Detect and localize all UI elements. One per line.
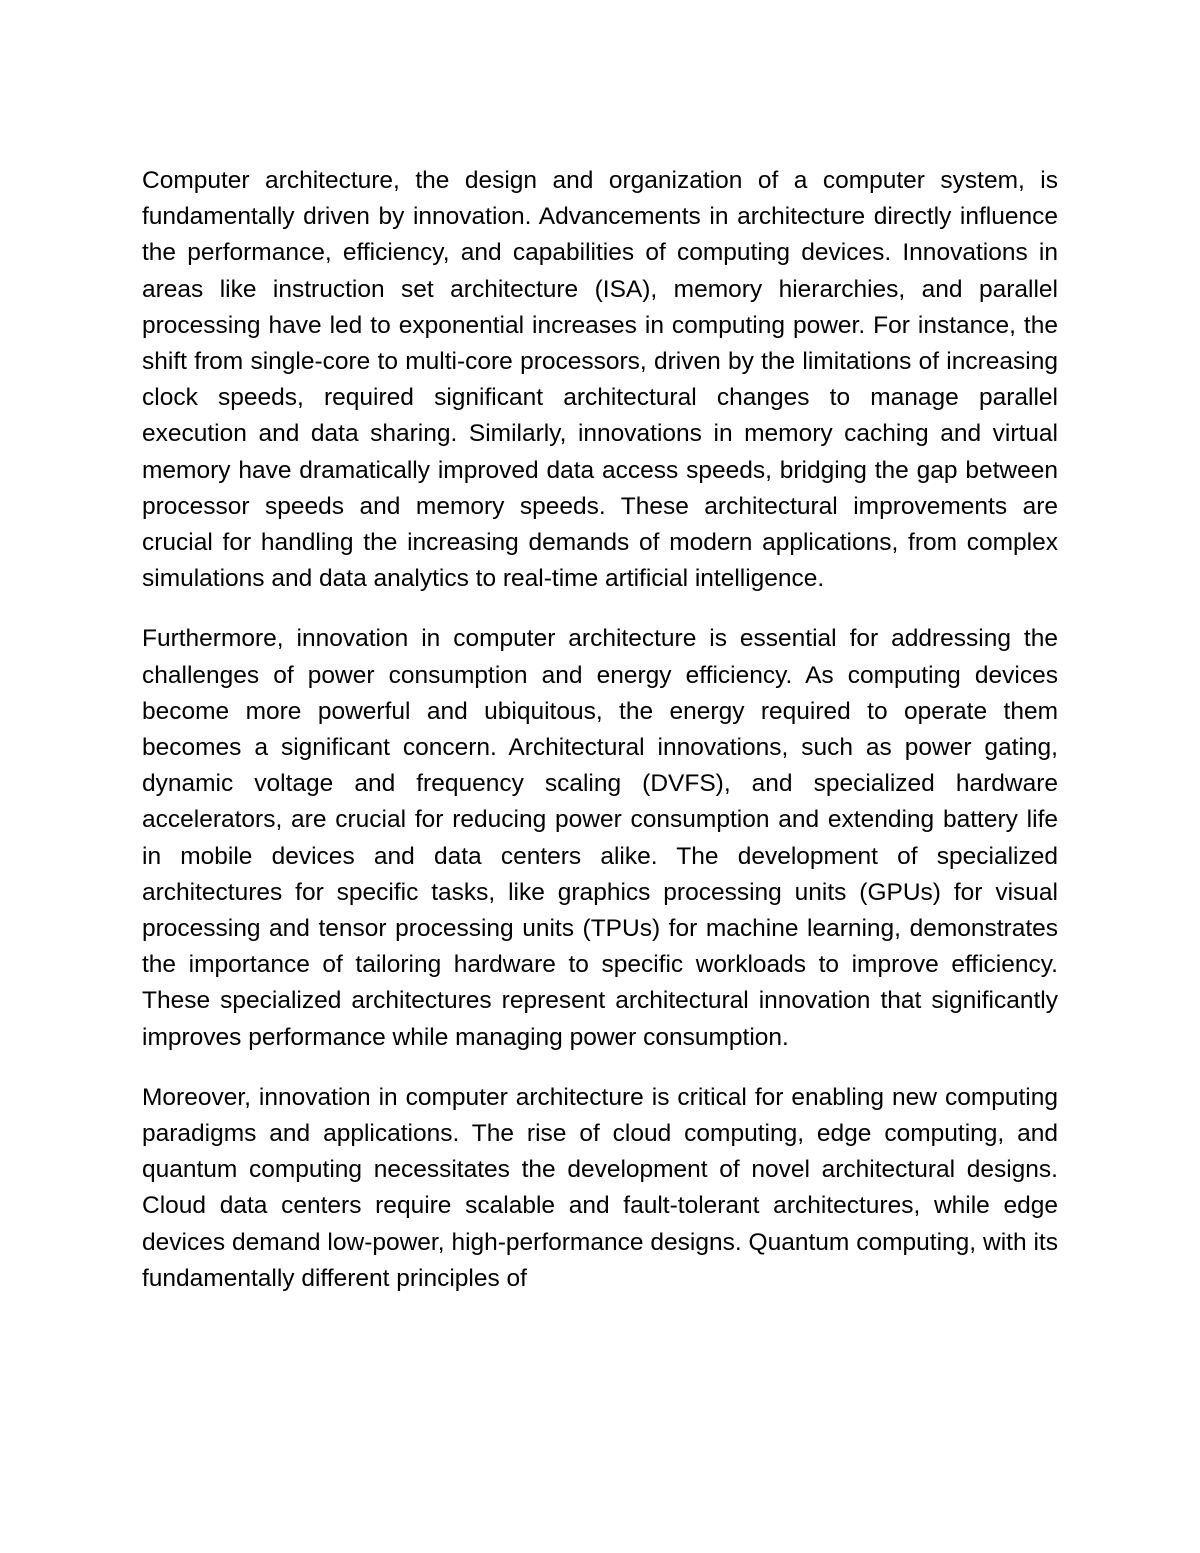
paragraph-3: Moreover, innovation in computer architecture is critical for enabling new computing paradigms and applications. The rise of cloud computing, edge computing, and quantum computing necessitates the development of novel architectural designs. Cloud data centers require scalable and fault-tolerant architectures, while edge devices demand low-power, high-performance designs. Quantum computing, with its fundamentally different principles of (142, 1083, 1058, 1292)
paragraph-2: Furthermore, innovation in computer architecture is essential for addressing the challenges of power consumption and energy efficiency. As computing devices become more powerful and ubiquitous, the energy required to operate them becomes a significant concern. Architectural innovations, such as power gating, dynamic voltage and frequency scaling (DVFS), and specialized hardware accelerators, are crucial for reducing power consumption and extending battery life in mobile devices and data centers alike. The development of specialized architectures for specific tasks, like graphics processing units (GPUs) for visual processing and tensor processing units (TPUs) for machine learning, demonstrates the importance of tailoring hardware to specific workloads to improve efficiency. These specialized architectures represent architectural innovation that significantly improves performance while managing power consumption. (142, 625, 1058, 1051)
paragraph-1: Computer architecture, the design and organization of a computer system, is fundamentally driven by innovation. Advancements in architecture directly influence the performance, efficiency, and capabilities of computing devices. Innovations in areas like instruction set architecture (ISA), memory hierarchies, and parallel processing have led to exponential increases in computing power. For instance, the shift from single-core to multi-core processors, driven by the limitations of increasing clock speeds, required significant architectural changes to manage parallel execution and data sharing. Similarly, innovations in memory caching and virtual memory have dramatically improved data access speeds, bridging the gap between processor speeds and memory speeds. These architectural improvements are crucial for handling the increasing demands of modern applications, from complex simulations and data analytics to real-time artificial intelligence. (142, 167, 1058, 593)
document-body (142, 163, 1058, 1321)
